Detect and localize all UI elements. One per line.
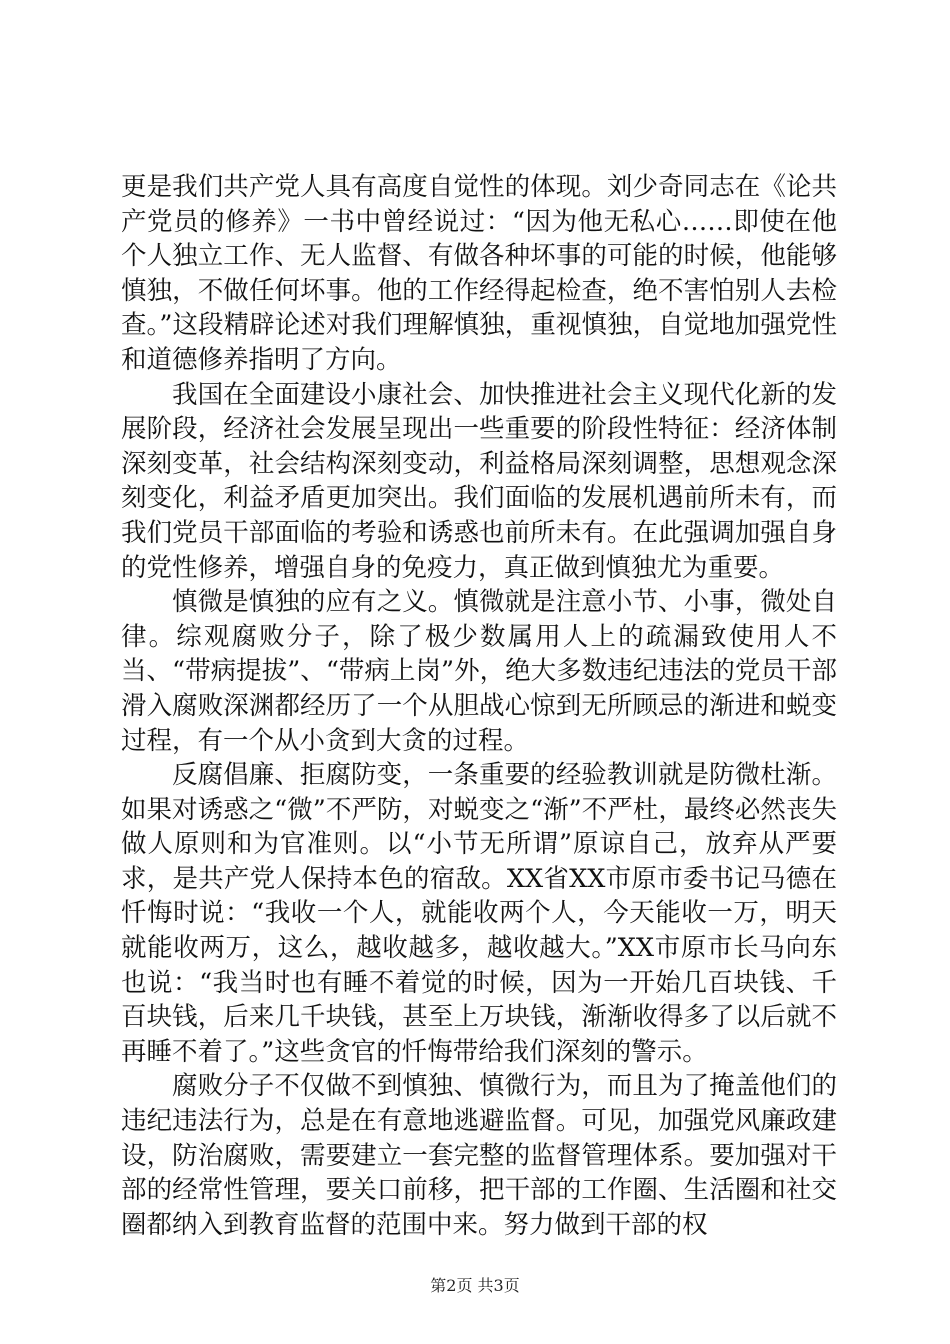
paragraph-3: 慎微是慎独的应有之义。慎微就是注意小节、小事，微处自律。综观腐败分子，除了极少数属用人上的疏漏致使用人不当、“带病提拔”、“带病上岗”外，绝大多数违纪违法的党员干部滑入腐败深渊都经历了一个从胆战心惊到无所顾忌的渐进和蜕变过程，有一个从小贪到大贪的过程。 xyxy=(121,587,837,756)
paragraph-2: 我国在全面建设小康社会、加快推进社会主义现代化新的发展阶段，经济社会发展呈现出一些重要的阶段性特征：经济体制深刻变革，社会结构深刻变动，利益格局深刻调整，思想观念深刻变化，利益矛盾更加突出。我们面临的发展机遇前所未有，而我们党员干部面临的考验和诱惑也前所未有。在此强调加强自身的党性修养，增强自身的免疫力，真正做到慎独尤为重要。 xyxy=(121,379,837,583)
page-footer xyxy=(0,1276,950,1296)
document-body xyxy=(121,170,837,1242)
page-number: 第2页 共3页 xyxy=(430,1276,520,1295)
paragraph-1: 更是我们共产党人具有高度自觉性的体现。刘少奇同志在《论共产党员的修养》一书中曾经说过：“因为他无私心……即使在他个人独立工作、无人监督、有做各种坏事的可能的时候，他能够慎独，不做任何坏事。他的工作经得起检查，绝不害怕别人去检查。”这段精辟论述对我们理解慎独，重视慎独，自觉地加强党性和道德修养指明了方向。 xyxy=(121,172,837,375)
paragraph-4: 反腐倡廉、拒腐防变，一条重要的经验教训就是防微杜渐。如果对诱惑之“微”不严防，对蜕变之“渐”不严杜，最终必然丧失做人原则和为官准则。以“小节无所谓”原谅自己，放弃从严要求，是共产党人保持本色的宿敌。XX省XX市原市委书记马德在忏悔时说：“我收一个人，就能收两个人，今天能收一万，明天就能收两万，这么，越收越多，越收越大。”XX市原市长马向东也说：“我当时也有睡不着觉的时候，因为一开始几百块钱、千百块钱，后来几千块钱，甚至上万块钱，渐渐收得多了以后就不再睡不着了。”这些贪官的忏悔带给我们深刻的警示。 xyxy=(121,760,837,1067)
paragraph-5: 腐败分子不仅做不到慎独、慎微行为，而且为了掩盖他们的违纪违法行为，总是在有意地逃避监督。可见，加强党风廉政建设，防治腐败，需要建立一套完整的监督管理体系。要加强对干部的经常性管理，要关口前移，把干部的工作圈、生活圈和社交圈都纳入到教育监督的范围中来。努力做到干部的权 xyxy=(121,1071,837,1240)
